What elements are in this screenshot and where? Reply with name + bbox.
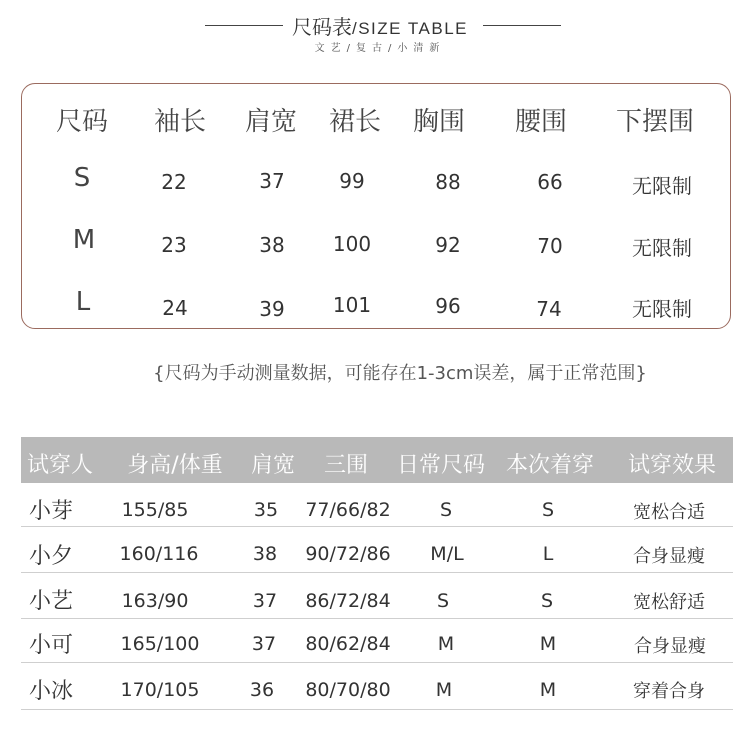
size-cell: 无限制 [632,297,692,321]
size-header-size: 尺码 [55,107,109,137]
tryon-cell: 170/105 [120,679,200,701]
tryon-header-height-weight: 身高/体重 [127,453,223,478]
size-cell: 96 [435,294,461,318]
tryon-name: 小芽 [29,499,74,524]
header-line-left [205,25,283,26]
row-divider [21,618,733,619]
tryon-cell: 37 [251,633,277,655]
size-row-label: M [72,225,96,255]
size-cell: 100 [332,232,372,256]
size-cell: 70 [537,234,563,258]
tryon-cell: 38 [252,543,278,565]
tryon-cell: L [542,543,554,565]
size-cell: 92 [435,233,461,257]
tryon-header-daily-size: 日常尺码 [396,453,486,478]
tryon-cell: 165/100 [120,633,200,655]
tryon-header-effect: 试穿效果 [627,453,717,478]
tryon-header-person: 试穿人 [26,453,94,478]
tryon-cell: S [439,499,453,521]
size-cell: 66 [537,170,563,194]
row-divider [21,709,733,710]
size-cell: 99 [339,169,365,193]
tryon-name: 小冰 [29,679,74,704]
size-header-skirt: 裙长 [328,107,382,137]
size-header-bust: 胸围 [412,107,466,137]
tryon-cell: 77/66/82 [305,499,391,521]
size-cell: 24 [162,296,188,320]
size-cell: 无限制 [632,174,692,198]
size-cell: 23 [161,233,187,257]
tryon-cell: M [539,679,557,701]
size-row-label: L [75,287,91,317]
tryon-cell: S [541,499,555,521]
tryon-cell: 穿着合身 [633,681,705,702]
row-divider [21,526,733,527]
tryon-name: 小可 [29,633,74,658]
size-cell: 22 [161,170,187,194]
size-cell: 74 [536,297,562,321]
tryon-name: 小夕 [29,544,74,569]
size-cell: 101 [332,293,372,317]
measurement-note: {尺码为手动测量数据，可能存在1-3cm误差，属于正常范围} [153,363,647,384]
size-header-waist: 腰围 [514,107,568,137]
size-cell: 无限制 [632,236,692,260]
row-divider [21,572,733,573]
tryon-cell: M/L [430,543,464,565]
page-subtitle: 文艺/复古/小清新 [314,43,446,54]
page-title [280,11,480,40]
tryon-cell: 80/62/84 [305,633,391,655]
tryon-cell: 宽松舒适 [633,592,705,613]
tryon-header-measurements: 三围 [323,453,369,478]
tryon-cell: M [539,633,557,655]
tryon-cell: 36 [249,679,275,701]
size-header-hem: 下摆围 [615,107,695,137]
tryon-cell: S [540,590,554,612]
size-cell: 88 [435,170,461,194]
tryon-cell: 宽松合适 [633,502,705,523]
size-header-shoulder: 肩宽 [244,107,298,137]
tryon-header-worn-size: 本次着穿 [505,453,595,478]
tryon-cell: S [436,590,450,612]
size-row-label: S [73,163,91,193]
size-cell: 38 [259,233,285,257]
tryon-cell: 37 [252,590,278,612]
tryon-cell: 155/85 [121,499,189,521]
tryon-cell: M [437,633,455,655]
title-cn: 尺码表 [291,15,352,39]
header-line-right [483,25,561,26]
tryon-cell: 86/72/84 [305,590,391,612]
size-cell: 37 [259,169,285,193]
tryon-cell: M [435,679,453,701]
tryon-cell: 80/70/80 [305,679,391,701]
tryon-cell: 163/90 [121,590,189,612]
size-cell: 39 [259,297,285,321]
tryon-name: 小艺 [29,589,74,614]
tryon-cell: 合身显瘦 [634,636,706,657]
tryon-cell: 合身显瘦 [633,546,705,567]
title-en: /SIZE TABLE [351,19,469,38]
tryon-cell: 90/72/86 [305,543,391,565]
tryon-header-shoulder: 肩宽 [250,453,296,478]
tryon-cell: 35 [253,499,279,521]
size-header-sleeve: 袖长 [153,107,207,137]
row-divider [21,662,733,663]
tryon-cell: 160/116 [119,543,199,565]
